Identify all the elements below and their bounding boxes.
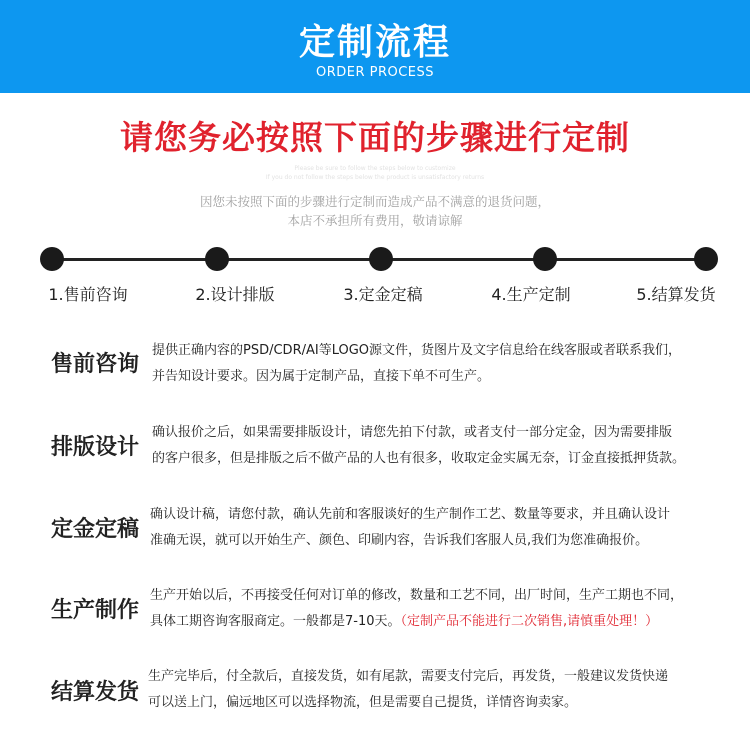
step-label-4: 4.生产定制: [491, 285, 571, 304]
section-title-presale: 售前咨询: [50, 352, 139, 377]
section-body-settlement: [148, 664, 728, 716]
section-body-deposit: [150, 502, 730, 554]
notice-text: [0, 192, 750, 230]
section-line: 可以送上门，偏远地区可以选择物流，但是需要自己提货，详情咨询卖家。: [148, 695, 578, 710]
section-title-production: 生产制作: [50, 598, 139, 623]
headline: 请您务必按照下面的步骤进行定制: [120, 118, 630, 157]
warning-text: （定制产品不能进行二次销售,请慎重处理！）: [400, 614, 659, 629]
section-line: 准确无误，就可以开始生产、颜色、印刷内容，告诉我们客服人员,我们为您准确报价。: [150, 533, 649, 548]
faint-english-text: [0, 164, 750, 182]
page-title: 定制流程: [298, 22, 451, 63]
section-body-production: [150, 583, 730, 635]
notice-line-1: 因您未按照下面的步骤进行定制而造成产品不满意的退货问题，: [199, 194, 550, 209]
step-label-5: 5.结算发货: [636, 285, 716, 304]
step-label-2: 2.设计排版: [195, 285, 275, 304]
section-body-design: [152, 420, 732, 472]
section-line: [150, 609, 730, 635]
section-body-presale: [152, 338, 732, 390]
step-dot-2: [205, 247, 229, 271]
faint-line-1: Please be sure to follow the steps below to customize: [294, 165, 456, 172]
step-dot-3: [369, 247, 393, 271]
step-dot-1: [40, 247, 64, 271]
notice-line-2: 本店不承担所有费用，敬请谅解: [287, 213, 463, 228]
section-title-design: 排版设计: [50, 435, 139, 460]
section-line: 生产完毕后，付全款后，直接发货，如有尾款，需要支付完后，再发货，一般建议发货快递: [148, 669, 669, 684]
section-line: 提供正确内容的PSD/CDR/AI等LOGO源文件，货图片及文字信息给在线客服或者联系我们，: [152, 343, 682, 358]
section-line: 确认报价之后，如果需要排版设计，请您先拍下付款，或者支付一部分定金，因为需要排版: [152, 425, 673, 440]
page-subtitle: ORDER PROCESS: [315, 65, 435, 80]
section-line: 的客户很多，但是排版之后不做产品的人也有很多，收取定金实属无奈，订金直接抵押货款。: [152, 451, 686, 466]
section-line: 确认设计稿，请您付款，确认先前和客服谈好的生产制作工艺、数量等要求，并且确认设计: [150, 507, 671, 522]
step-dot-5: [694, 247, 718, 271]
faint-line-2: If you do not follow the steps below the product is unsatisfactory returns: [265, 174, 485, 181]
section-line: 并告知设计要求。因为属于定制产品，直接下单不可生产。: [152, 369, 491, 384]
section-title-settlement: 结算发货: [50, 680, 139, 705]
step-label-3: 3.定金定稿: [343, 285, 423, 304]
step-label-1: 1.售前咨询: [48, 285, 128, 304]
section-line: 生产开始以后，不再接受任何对订单的修改，数量和工艺不同，出厂时间，生产工期也不同，: [150, 588, 684, 603]
header-banner: [0, 0, 750, 93]
step-dot-4: [533, 247, 557, 271]
section-line-text: 具体工期咨询客服商定。一般都是7-10天。: [150, 614, 401, 629]
section-title-deposit: 定金定稿: [50, 517, 139, 542]
